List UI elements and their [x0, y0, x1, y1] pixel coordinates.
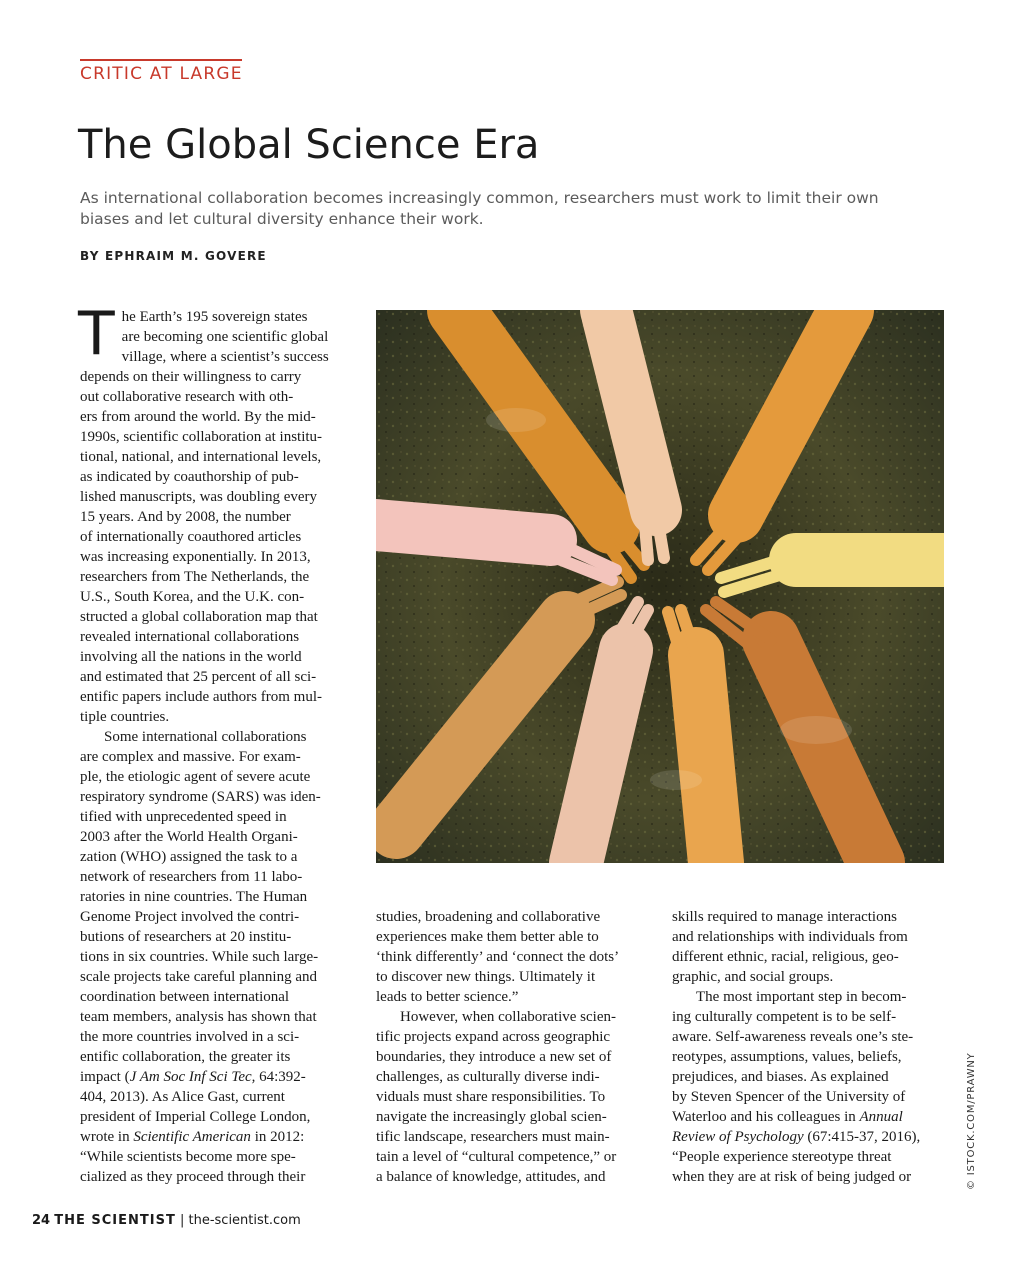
text-line: entific papers include authors from mul- — [80, 689, 323, 705]
text-line: ple, the etiologic agent of severe acute — [80, 769, 311, 785]
text-line: viduals must share responsibilities. To — [376, 1089, 606, 1105]
journal-citation: J Am Soc Inf Sci Tec, — [129, 1069, 256, 1085]
text-line: butions of researchers at 20 institu- — [80, 929, 292, 945]
text-line: challenges, as culturally diverse indi- — [376, 1069, 600, 1085]
text-line: navigate the increasingly global scien- — [376, 1109, 607, 1125]
text-line: “People experience stereotype threat — [672, 1149, 892, 1165]
text-line: Waterloo and his colleagues in — [672, 1109, 860, 1125]
journal-citation: Review of Psychology — [672, 1129, 804, 1145]
text-line: zation (WHO) assigned the task to a — [80, 849, 298, 865]
text-line: ers from around the world. By the mid- — [80, 409, 316, 425]
page-footer — [32, 1213, 301, 1228]
text-line: depends on their willingness to carry — [80, 369, 302, 385]
text-line: 1990s, scientific collaboration at institu- — [80, 429, 323, 445]
text-line: boundaries, they introduce a new set of — [376, 1049, 612, 1065]
text-line: revealed international collaborations — [80, 629, 300, 645]
text-line: and relationships with individuals from — [672, 929, 908, 945]
article-deck: As international collaboration becomes increasingly common, researchers must work to limit their own biases and let cultural diversity enhance their work. — [80, 189, 879, 228]
paragraph — [78, 299, 360, 727]
text-line: of internationally coauthored articles — [80, 529, 302, 545]
text-line: prejudices, and biases. As explained — [672, 1069, 889, 1085]
text-line: different ethnic, racial, religious, geo- — [672, 949, 899, 965]
text-line: the more countries involved in a sci- — [80, 1029, 300, 1045]
text-line: tain a level of “cultural competence,” or — [376, 1149, 617, 1165]
text-line: tiple countries. — [80, 709, 170, 725]
text-line: as indicated by coauthorship of pub- — [80, 469, 299, 485]
text-line: 15 years. And by 2008, the number — [80, 509, 291, 525]
text-line: studies, broadening and collaborative — [376, 909, 601, 925]
text-line: out collaborative research with oth- — [80, 389, 294, 405]
journal-citation: Annual — [859, 1109, 903, 1125]
text-line: However, when collaborative scien- — [400, 1009, 616, 1025]
text-line: researchers from The Netherlands, the — [80, 569, 310, 585]
text-line: he Earth’s 195 sovereign states — [121, 309, 308, 325]
text-line: president of Imperial College London, — [80, 1109, 311, 1125]
text-line: reotypes, assumptions, values, beliefs, — [672, 1049, 902, 1065]
text-line: tific landscape, researchers must main- — [376, 1129, 610, 1145]
text-line: skills required to manage interactions — [672, 909, 897, 925]
text-line: by Steven Spencer of the University of — [672, 1089, 906, 1105]
footer-separator: | — [179, 1213, 185, 1228]
text-line: in 2012: — [250, 1129, 305, 1145]
text-line: are becoming one scientific global — [121, 329, 329, 345]
text-line: tions in six countries. While such large- — [80, 949, 319, 965]
journal-citation: Scientific American — [133, 1129, 251, 1145]
paragraph — [672, 907, 952, 987]
text-line: experiences make them better able to — [376, 929, 599, 945]
byline: BY EPHRAIM M. GOVERE — [80, 249, 267, 263]
paragraph — [672, 987, 952, 1187]
text-line: aware. Self-awareness reveals one’s ste- — [672, 1029, 914, 1045]
text-line: 2003 after the World Health Organi- — [80, 829, 298, 845]
section-rule — [80, 59, 242, 61]
column-3 — [672, 907, 952, 1187]
text-line: 404, 2013). As Alice Gast, current — [80, 1089, 285, 1105]
text-line: tional, national, and international levels, — [80, 449, 322, 465]
text-line: are complex and massive. For exam- — [80, 749, 301, 765]
text-line: 64:392- — [255, 1069, 306, 1085]
text-line: (67:415-37, 2016), — [803, 1129, 921, 1145]
hands-illustration — [376, 310, 944, 863]
photo-credit: © ISTOCK.COM/PRAWNY — [966, 1052, 977, 1190]
article-title: The Global Science Era — [78, 122, 540, 168]
text-line: wrote in — [80, 1129, 134, 1145]
text-line: leads to better science.” — [376, 989, 519, 1005]
text-line: and estimated that 25 percent of all sci- — [80, 669, 317, 685]
paragraph — [80, 727, 360, 1187]
text-line: coordination between international — [80, 989, 290, 1005]
text-line: tified with unprecedented speed in — [80, 809, 287, 825]
drop-cap: T — [78, 299, 115, 369]
text-line: U.S., South Korea, and the U.K. con- — [80, 589, 305, 605]
column-1 — [78, 299, 360, 1187]
text-line: structed a global collaboration map that — [80, 609, 318, 625]
text-line: cialized as they proceed through their — [80, 1169, 306, 1185]
magazine-name: THE SCIENTIST — [54, 1213, 176, 1228]
text-line: scale projects take careful planning and — [80, 969, 317, 985]
text-line: lished manuscripts, was doubling every — [80, 489, 318, 505]
text-line: a balance of knowledge, attitudes, and — [376, 1169, 606, 1185]
text-line: ratories in nine countries. The Human — [80, 889, 308, 905]
paragraph — [376, 907, 656, 1007]
text-line: network of researchers from 11 labo- — [80, 869, 303, 885]
text-line: village, where a scientist’s success — [121, 349, 329, 365]
site-url: the-scientist.com — [188, 1213, 301, 1228]
text-line: impact ( — [80, 1069, 130, 1085]
text-line: Genome Project involved the contri- — [80, 909, 300, 925]
text-line: ing culturally competent is to be self- — [672, 1009, 897, 1025]
text-line: Some international collaborations — [104, 729, 307, 745]
text-line: involving all the nations in the world — [80, 649, 302, 665]
text-line: graphic, and social groups. — [672, 969, 834, 985]
text-line: respiratory syndrome (SARS) was iden- — [80, 789, 321, 805]
text-line: ‘think differently’ and ‘connect the dots’ — [376, 949, 620, 965]
text-line: “While scientists become more spe- — [80, 1149, 296, 1165]
text-line: team members, analysis has shown that — [80, 1009, 317, 1025]
text-line: entific collaboration, the greater its — [80, 1049, 291, 1065]
text-line: The most important step in becom- — [696, 989, 907, 1005]
page-number: 24 — [32, 1213, 51, 1228]
text-line: when they are at risk of being judged or — [672, 1169, 912, 1185]
section-label: CRITIC AT LARGE — [80, 64, 243, 84]
text-line: tific projects expand across geographic — [376, 1029, 611, 1045]
paragraph — [376, 1007, 656, 1187]
text-line: was increasing exponentially. In 2013, — [80, 549, 311, 565]
text-line: to discover new things. Ultimately it — [376, 969, 596, 985]
column-2 — [376, 907, 656, 1187]
